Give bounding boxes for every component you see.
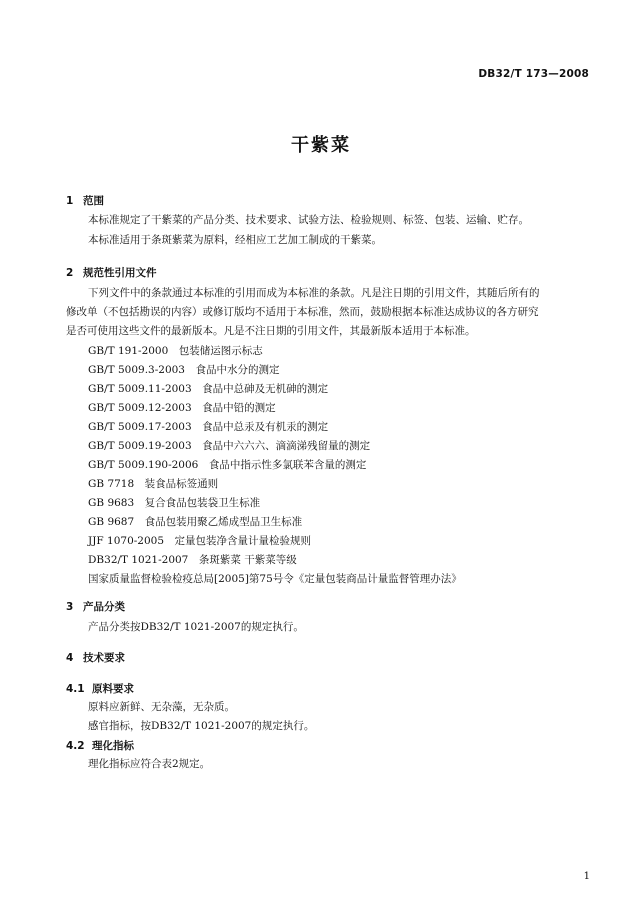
section-4-1-line-1: 原料应新鲜、无杂藻，无杂质。 [88, 701, 235, 713]
section-title: 产品分类 [83, 601, 125, 613]
page-number: 1 [583, 871, 590, 882]
reference-item: DB32/T 1021-2007 条斑紫菜 干紫菜等级 [88, 554, 297, 566]
section-2-intro-line-2: 修改单（不包括勘误的内容）或修订版均不适用于本标准，然而，鼓励根据本标准达成协议的各方研究 [66, 306, 539, 318]
section-2-intro-line-1: 下列文件中的条款通过本标准的引用而成为本标准的条款。凡是注日期的引用文件，其随后所有的 [88, 287, 540, 299]
reference-item: 国家质量监督检验检疫总局[2005]第75号令《定量包装商品计量监督管理办法》 [88, 573, 462, 585]
section-title: 范围 [83, 195, 104, 207]
reference-item: GB 9683 复合食品包装袋卫生标准 [88, 497, 261, 509]
section-4-heading [66, 650, 125, 665]
section-number: 1 [66, 195, 74, 207]
subsection-title: 理化指标 [92, 740, 134, 752]
section-2-intro-line-3: 是否可使用这些文件的最新版本。凡是不注日期的引用文件，其最新版本适用于本标准。 [66, 325, 476, 337]
section-1-heading [66, 193, 104, 208]
reference-item: GB/T 5009.17-2003 食品中总汞及有机汞的测定 [88, 421, 329, 433]
document-title: 干紫菜 [291, 135, 351, 156]
reference-item: GB 9687 食品包装用聚乙烯成型品卫生标准 [88, 516, 303, 528]
reference-item: GB/T 5009.12-2003 食品中铅的测定 [88, 402, 276, 414]
reference-item: GB 7718 装食品标签通则 [88, 478, 219, 490]
section-1-line-1: 本标准规定了干紫菜的产品分类、技术要求、试验方法、检验规则、标签、包装、运输、贮存。 [88, 214, 529, 226]
reference-item: GB/T 5009.3-2003 食品中水分的测定 [88, 364, 280, 376]
section-3-line-1: 产品分类按DB32/T 1021-2007的规定执行。 [88, 621, 304, 633]
reference-item: GB/T 5009.19-2003 食品中六六六、滴滴涕残留量的测定 [88, 440, 371, 452]
section-1-line-2: 本标准适用于条斑紫菜为原料，经相应工艺加工制成的干紫菜。 [88, 234, 382, 246]
reference-item: GB/T 191-2000 包装储运图示标志 [88, 345, 263, 357]
subsection-number: 4.2 [66, 740, 85, 752]
reference-item: GB/T 5009.190-2006 食品中指示性多氯联苯含量的测定 [88, 459, 367, 471]
reference-item: JJF 1070-2005 定量包装净含量计量检验规则 [88, 535, 312, 547]
section-4-2-heading [66, 738, 134, 753]
section-number: 4 [66, 652, 74, 664]
section-4-1-line-2: 感官指标，按DB32/T 1021-2007的规定执行。 [88, 720, 315, 732]
section-4-1-heading [66, 681, 134, 696]
section-4-2-line-1: 理化指标应符合表2规定。 [88, 758, 211, 770]
subsection-title: 原料要求 [92, 683, 134, 695]
section-number: 3 [66, 601, 74, 613]
reference-item: GB/T 5009.11-2003 食品中总砷及无机砷的测定 [88, 383, 329, 395]
section-3-heading [66, 599, 125, 614]
section-2-heading [66, 265, 157, 280]
section-number: 2 [66, 267, 74, 279]
subsection-number: 4.1 [66, 683, 85, 695]
section-title: 规范性引用文件 [83, 267, 157, 279]
standard-code: DB32/T 173—2008 [478, 68, 589, 80]
section-title: 技术要求 [83, 652, 125, 664]
